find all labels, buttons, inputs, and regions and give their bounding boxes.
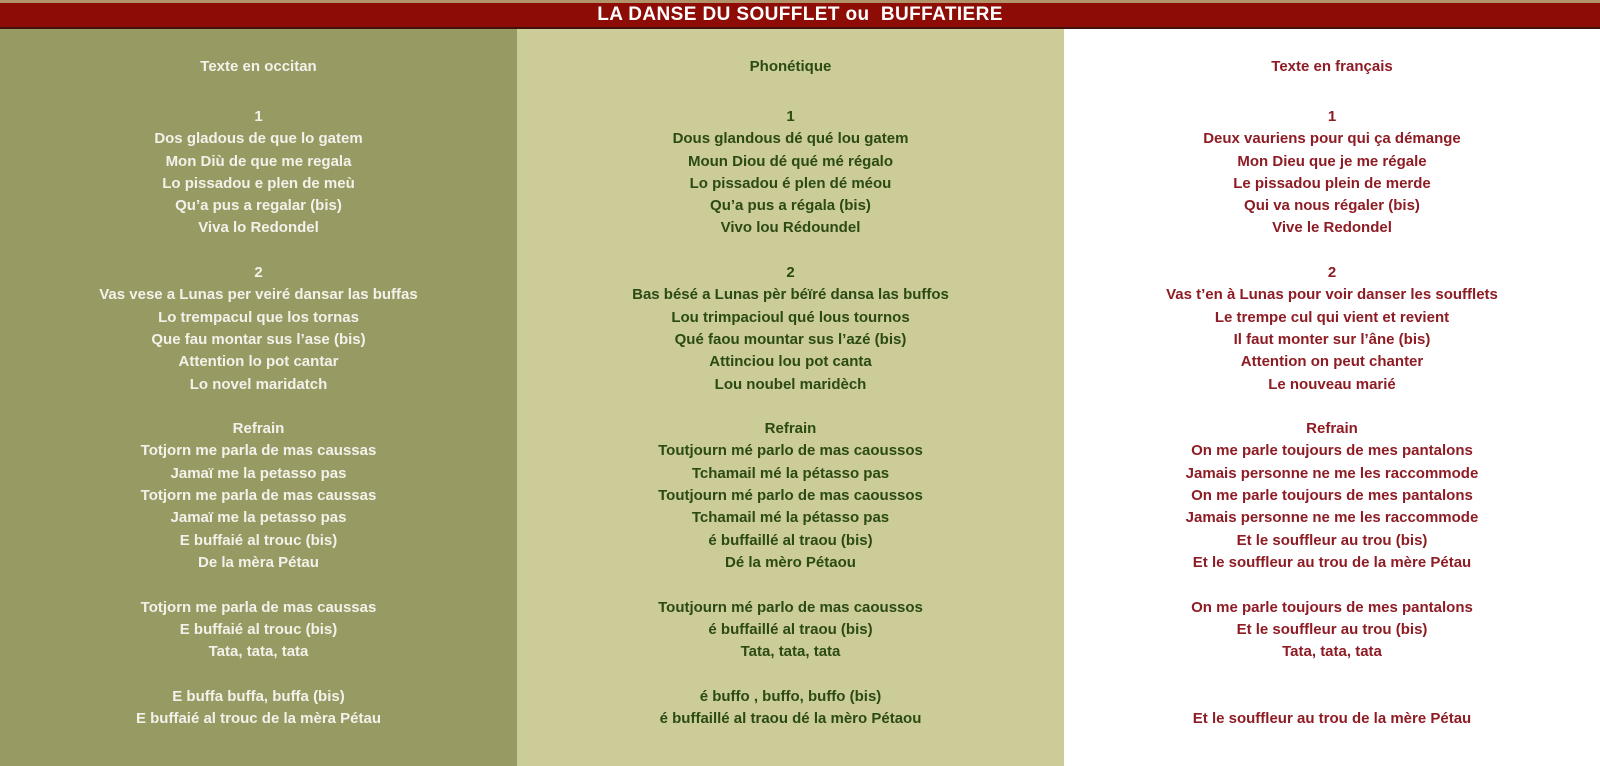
lyric-line: On me parle toujours de mes pantalons [1191, 442, 1473, 460]
stanza [0, 262, 517, 396]
stanza [0, 686, 517, 731]
lyric-line: Attinciou lou pot canta [709, 353, 872, 371]
stanza [0, 418, 517, 574]
lyric-line: Refrain [232, 420, 285, 438]
lyric-line: Que fau montar sus l’ase (bis) [151, 330, 366, 348]
lyric-line: Tchamail mé la pétasso pas [691, 464, 890, 482]
lyric-line: 1 [254, 108, 263, 125]
lyric-line: 2 [786, 264, 795, 282]
lyric-line: Refrain [1306, 420, 1358, 438]
lyric-line: E buffaié al trouc (bis) [179, 620, 338, 638]
lyric-line: Totjorn me parla de mas caussas [140, 487, 377, 505]
lyric-line: Il faut monter sur l’âne (bis) [1233, 330, 1431, 348]
stanzas-french [1064, 106, 1600, 730]
stanza [517, 597, 1064, 664]
lyric-line: Dé la mèro Pétaou [725, 553, 856, 571]
column-heading-french: Texte en français [1271, 58, 1393, 75]
lyric-line: Lo pissadou é plen dé méou [689, 174, 892, 192]
lyric-line: Lo pissadou e plen de meù [162, 174, 355, 192]
page-title: LA DANSE DU SOUFFLET ou BUFFATIERE [597, 4, 1003, 25]
lyric-line: Toutjourn mé parlo de mas caoussos [658, 487, 923, 505]
column-phonetic [517, 29, 1064, 766]
lyric-line: Vas vese a Lunas per veiré dansar las buffas [99, 286, 418, 304]
lyric-line: Lo novel maridatch [189, 375, 328, 393]
lyric-line: Vivo lou Rédoundel [720, 219, 861, 237]
stanzas-occitan [0, 106, 517, 730]
lyric-line: Dos gladous de que lo gatem [154, 130, 363, 148]
lyric-line: Viva lo Redondel [198, 219, 319, 237]
stanza [1064, 597, 1600, 664]
lyric-line: On me parle toujours de mes pantalons [1191, 487, 1473, 505]
lyric-line: Jamaï me la petasso pas [170, 464, 347, 482]
lyric-line: é buffaillé al traou (bis) [708, 620, 873, 638]
lyric-line: Lou trimpacioul qué lous tournos [671, 308, 910, 326]
lyric-line: Deux vauriens pour qui ça démange [1203, 130, 1461, 148]
stanza [1064, 262, 1600, 396]
lyric-line: é buffaillé al traou dé la mèro Pétaou [659, 710, 922, 728]
lyric-line: Qui va nous régaler (bis) [1244, 197, 1420, 215]
stanza [517, 106, 1064, 240]
lyric-line: Tata, tata, tata [1282, 643, 1382, 661]
lyric-line: On me parle toujours de mes pantalons [1191, 598, 1473, 616]
lyric-line: Qué faou mountar sus l’azé (bis) [674, 330, 907, 348]
lyric-line: Le trempe cul qui vient et revient [1214, 308, 1450, 326]
stanza [1064, 418, 1600, 574]
lyric-line: Mon Diù de que me regala [165, 152, 352, 170]
column-heading-occitan: Texte en occitan [200, 58, 317, 75]
stanza [517, 262, 1064, 396]
lyric-line: Et le souffleur au trou de la mère Pétau [1192, 553, 1472, 571]
lyric-line: Le nouveau marié [1268, 375, 1396, 393]
lyric-line: Totjorn me parla de mas caussas [140, 442, 377, 460]
lyric-line: Et le souffleur au trou de la mère Pétau [1192, 710, 1472, 728]
lyric-line: Refrain [764, 420, 817, 438]
lyric-line: Tchamail mé la pétasso pas [691, 509, 890, 527]
lyric-line: E buffa buffa, buffa (bis) [172, 687, 345, 705]
lyric-line: Totjorn me parla de mas caussas [140, 598, 377, 616]
lyric-line: é buffaillé al traou (bis) [708, 531, 873, 549]
lyric-line: 1 [786, 108, 795, 125]
lyric-line: Attention lo pot cantar [178, 353, 339, 371]
stanza [517, 418, 1064, 574]
lyric-line: Et le souffleur au trou (bis) [1236, 620, 1428, 638]
stanzas-phonetic [517, 106, 1064, 730]
lyric-line: 2 [1327, 264, 1337, 282]
lyric-line: Toutjourn mé parlo de mas caoussos [658, 442, 923, 460]
stanza [1064, 106, 1600, 240]
lyric-line: Jamaï me la petasso pas [170, 509, 347, 527]
lyric-line: Attention on peut chanter [1240, 353, 1424, 371]
lyric-line: 1 [1327, 108, 1337, 125]
lyric-line: Le pissadou plein de merde [1233, 174, 1431, 192]
lyric-line: Tata, tata, tata [208, 643, 309, 661]
lyric-line: Moun Diou dé qué mé régalo [687, 152, 893, 170]
stanza [0, 106, 517, 240]
lyric-line: E buffaié al trouc de la mèra Pétau [135, 710, 382, 728]
lyric-line: Vive le Redondel [1272, 219, 1392, 237]
stanza [517, 686, 1064, 731]
lyric-line: Toutjourn mé parlo de mas caoussos [658, 598, 923, 616]
column-french [1064, 29, 1600, 766]
lyric-line: Mon Dieu que je me régale [1237, 152, 1427, 170]
lyric-line: Qu’a pus a régala (bis) [710, 197, 871, 215]
lyrics-columns [0, 29, 1600, 766]
lyric-line: Dous glandous dé qué lou gatem [672, 130, 909, 148]
lyric-line: Bas bésé a Lunas pèr béïré dansa las buffos [632, 286, 949, 304]
lyric-line: Jamais personne ne me les raccommode [1185, 509, 1479, 527]
lyric-line: Tata, tata, tata [740, 643, 841, 661]
lyric-line: Jamais personne ne me les raccommode [1185, 464, 1479, 482]
lyric-line: E buffaié al trouc (bis) [179, 531, 338, 549]
stanza [1064, 686, 1600, 731]
lyric-line: Vas t’en à Lunas pour voir danser les soufflets [1166, 286, 1498, 304]
lyric-line: Et le souffleur au trou (bis) [1236, 531, 1428, 549]
lyric-line [1064, 686, 1600, 708]
lyric-line: De la mèra Pétau [198, 553, 319, 571]
lyric-line: Lou noubel maridèch [714, 375, 867, 393]
title-bar [0, 0, 1600, 29]
column-heading-phonetic: Phonétique [749, 58, 832, 75]
lyric-line: Qu’a pus a regalar (bis) [175, 197, 342, 215]
lyric-line: Lo trempacul que los tornas [158, 308, 359, 326]
column-occitan [0, 29, 517, 766]
stanza [0, 597, 517, 664]
lyric-line: é buffo , buffo, buffo (bis) [699, 687, 882, 705]
lyric-line: 2 [254, 264, 263, 282]
